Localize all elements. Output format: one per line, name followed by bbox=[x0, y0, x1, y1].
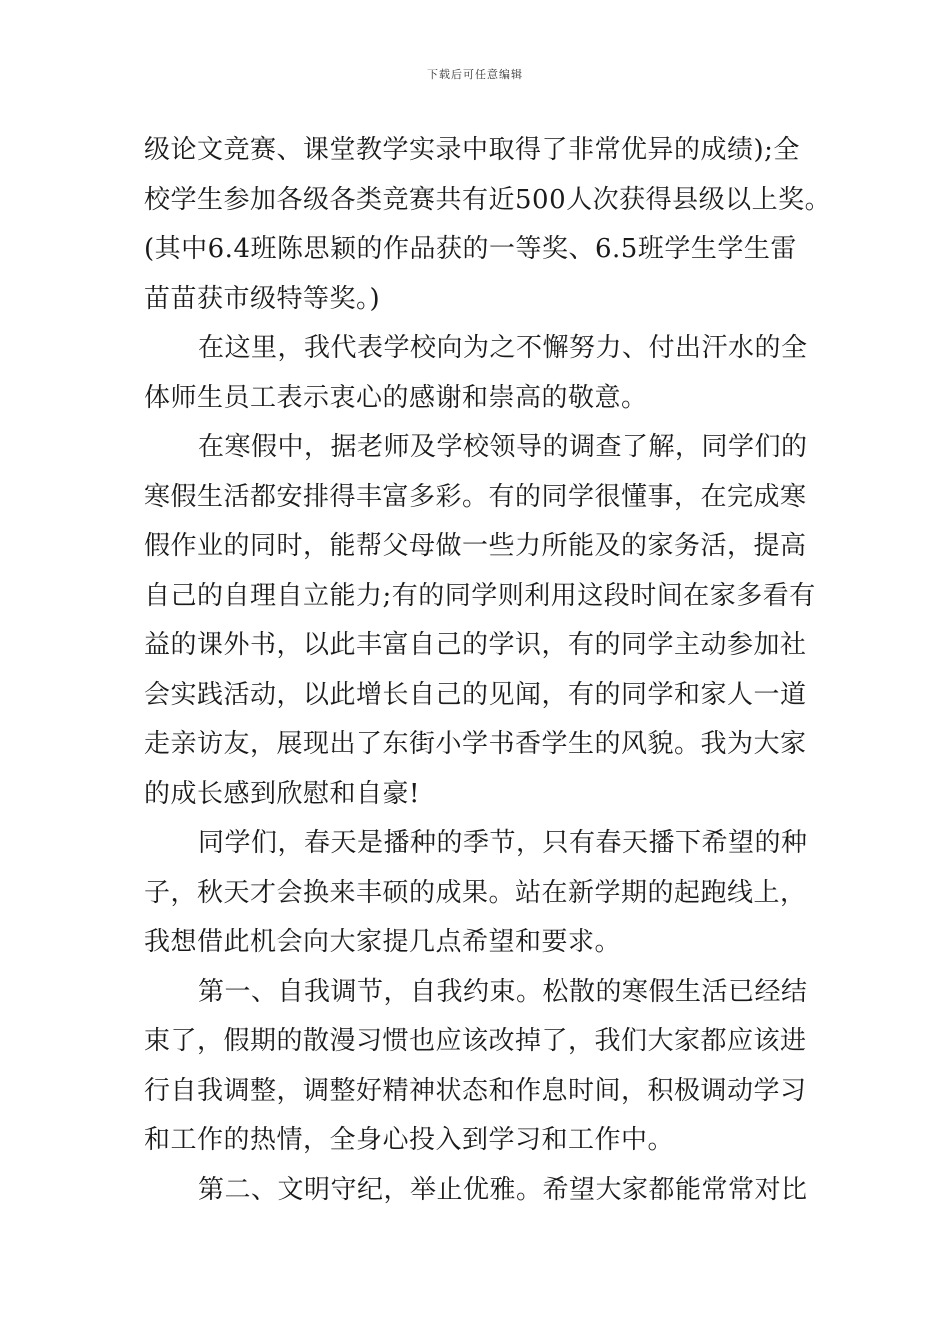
text-line: 会实践活动，以此增长自己的见闻，有的同学和家人一道 bbox=[144, 679, 807, 710]
paragraph-first-line: 在这里，我代表学校向为之不懈努力、付出汗水的全 bbox=[198, 333, 808, 363]
text-line: (其中6.4班陈思颖的作品获的一等奖、6.5班学生学生雷 bbox=[144, 234, 797, 264]
text-line: 益的课外书，以此丰富自己的学识，有的同学主动参加社 bbox=[144, 630, 807, 660]
paragraph-first-line: 在寒假中，据老师及学校领导的调查了解，同学们的 bbox=[198, 432, 808, 462]
text-line: 自己的自理自立能力;有的同学则利用这段时间在家多看有 bbox=[144, 580, 816, 611]
text-line: 我想借此机会向大家提几点希望和要求。 bbox=[144, 927, 622, 957]
paragraph-first-line: 第一、自我调节，自我约束。松散的寒假生活已经结 bbox=[198, 976, 808, 1007]
text-line: 子，秋天才会换来丰硕的成果。站在新学期的起跑线上， bbox=[144, 877, 807, 908]
document-body bbox=[144, 126, 832, 1215]
page-header: 下载后可任意编辑 bbox=[427, 68, 523, 81]
text-line: 假作业的同时，能帮父母做一些力所能及的家务活，提高 bbox=[144, 531, 807, 561]
text-line: 束了，假期的散漫习惯也应该改掉了，我们大家都应该进 bbox=[144, 1026, 807, 1056]
text-line: 的成长感到欣慰和自豪! bbox=[144, 778, 420, 809]
paragraph-first-line: 第二、文明守纪，举止优雅。希望大家都能常常对比 bbox=[198, 1174, 808, 1205]
text-line: 行自我调整，调整好精神状态和作息时间，积极调动学习 bbox=[144, 1075, 807, 1106]
text-line: 和工作的热情，全身心投入到学习和工作中。 bbox=[144, 1125, 675, 1155]
text-line: 走亲访友，展现出了东街小学书香学生的风貌。我为大家 bbox=[144, 729, 807, 759]
text-line: 寒假生活都安排得丰富多彩。有的同学很懂事，在完成寒 bbox=[144, 481, 807, 512]
text-line: 苗苗获市级特等奖。) bbox=[144, 283, 381, 314]
text-line: 体师生员工表示衷心的感谢和崇高的敬意。 bbox=[144, 382, 648, 413]
text-line: 校学生参加各级各类竞赛共有近500人次获得县级以上奖。 bbox=[144, 184, 832, 215]
text-line: 级论文竞赛、课堂教学实录中取得了非常优异的成绩);全 bbox=[144, 135, 800, 165]
paragraph-first-line: 同学们，春天是播种的季节，只有春天播下希望的种 bbox=[198, 828, 808, 858]
